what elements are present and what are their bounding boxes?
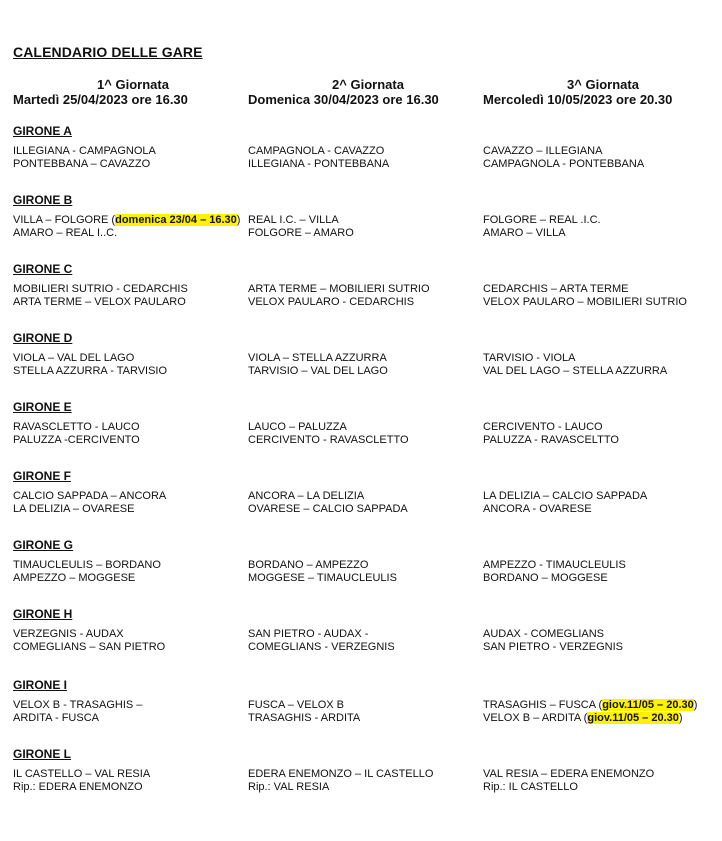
matches-giornata-3 bbox=[483, 145, 644, 170]
group-title: GIRONE C bbox=[13, 262, 73, 276]
match: ANCORA – LA DELIZIA bbox=[248, 490, 365, 502]
matches-giornata-1 bbox=[13, 768, 150, 793]
matches-giornata-2 bbox=[248, 214, 354, 239]
match: RAVASCLETTO - LAUCO bbox=[13, 421, 140, 433]
column-header-giornata-1 bbox=[13, 77, 253, 107]
match: CAVAZZO – ILLEGIANA bbox=[483, 145, 603, 157]
match: TARVISIO – VAL DEL LAGO bbox=[248, 364, 388, 377]
match: ARTA TERME – VELOX PAULARO bbox=[13, 295, 186, 308]
match-text: VELOX B – ARDITA ( bbox=[483, 711, 588, 724]
group-title: GIRONE B bbox=[13, 193, 73, 207]
match: AMPEZZO – MOGGESE bbox=[13, 571, 136, 584]
note-close: ) bbox=[678, 711, 683, 724]
matches-giornata-1 bbox=[13, 559, 161, 584]
match bbox=[13, 214, 240, 227]
match: VELOX PAULARO – MOBILIERI SUTRIO bbox=[483, 295, 687, 308]
group-girone-b bbox=[0, 193, 722, 253]
matches-giornata-3 bbox=[483, 559, 626, 584]
match: FUSCA – VELOX B bbox=[248, 699, 344, 711]
note-close: ) bbox=[693, 699, 698, 711]
matches-giornata-2 bbox=[248, 145, 389, 170]
match: VIOLA – VAL DEL LAGO bbox=[13, 352, 135, 364]
match: CERCIVENTO - LAUCO bbox=[483, 421, 603, 433]
match: BORDANO – AMPEZZO bbox=[248, 559, 369, 571]
giornata-label: 1^ Giornata bbox=[97, 77, 169, 92]
match: PONTEBBANA – CAVAZZO bbox=[13, 157, 151, 170]
group-title: GIRONE D bbox=[13, 331, 73, 345]
match: MOBILIERI SUTRIO - CEDARCHIS bbox=[13, 283, 188, 295]
group-girone-f bbox=[0, 469, 722, 529]
match: VAL DEL LAGO – STELLA AZZURRA bbox=[483, 364, 668, 377]
date-change-note: giov.11/05 – 20.30 bbox=[587, 711, 679, 724]
group-girone-e bbox=[0, 400, 722, 460]
giornata-date: Domenica 30/04/2023 ore 16.30 bbox=[248, 92, 439, 107]
matches-giornata-2 bbox=[248, 490, 408, 515]
matches-giornata-2 bbox=[248, 628, 395, 653]
giornata-label: 2^ Giornata bbox=[332, 77, 404, 92]
match bbox=[483, 712, 697, 725]
matches-giornata-2 bbox=[248, 283, 430, 308]
group-title: GIRONE F bbox=[13, 469, 72, 483]
matches-giornata-1 bbox=[13, 490, 166, 515]
match: LA DELIZIA – OVARESE bbox=[13, 502, 135, 515]
match: CAMPAGNOLA - CAVAZZO bbox=[248, 145, 385, 157]
match: VELOX B - TRASAGHIS – bbox=[13, 699, 143, 711]
match: AMARO – VILLA bbox=[483, 226, 566, 239]
match: LAUCO – PALUZZA bbox=[248, 421, 347, 433]
group-girone-c bbox=[0, 262, 722, 322]
column-header-giornata-2 bbox=[248, 77, 488, 107]
match: PALUZZA -CERCIVENTO bbox=[13, 433, 140, 446]
date-change-note: giov.11/05 – 20.30 bbox=[602, 699, 694, 711]
giornata-date: Martedì 25/04/2023 ore 16.30 bbox=[13, 92, 188, 107]
matches-giornata-1 bbox=[13, 352, 167, 377]
match: VELOX PAULARO - CEDARCHIS bbox=[248, 295, 415, 308]
matches-giornata-2 bbox=[248, 352, 388, 377]
match: AMARO – REAL I..C. bbox=[13, 226, 118, 239]
matches-giornata-3 bbox=[483, 768, 654, 793]
match: IL CASTELLO – VAL RESIA bbox=[13, 768, 151, 780]
giornata-date: Mercoledì 10/05/2023 ore 20.30 bbox=[483, 92, 673, 107]
match: COMEGLIANS – SAN PIETRO bbox=[13, 640, 166, 653]
match: SAN PIETRO - VERZEGNIS bbox=[483, 640, 623, 653]
match: FOLGORE – AMARO bbox=[248, 226, 354, 239]
matches-giornata-2 bbox=[248, 699, 360, 724]
match: ILLEGIANA - CAMPAGNOLA bbox=[13, 145, 156, 157]
match: TIMAUCLEULIS – BORDANO bbox=[13, 559, 161, 571]
column-header-giornata-3 bbox=[483, 77, 722, 107]
match: REAL I.C. – VILLA bbox=[248, 214, 339, 226]
group-girone-h bbox=[0, 607, 722, 667]
matches-giornata-1 bbox=[13, 214, 240, 239]
matches-giornata-1 bbox=[13, 628, 165, 653]
match: VAL RESIA – EDERA ENEMONZO bbox=[483, 768, 655, 780]
match-text: VILLA – FOLGORE ( bbox=[13, 214, 116, 226]
match: CERCIVENTO - RAVASCLETTO bbox=[248, 433, 409, 446]
match: ARDITA - FUSCA bbox=[13, 711, 99, 724]
group-title: GIRONE H bbox=[13, 607, 73, 621]
match bbox=[483, 699, 697, 712]
matches-giornata-3 bbox=[483, 421, 619, 446]
match: OVARESE – CALCIO SAPPADA bbox=[248, 502, 408, 515]
group-girone-l bbox=[0, 747, 722, 807]
match: EDERA ENEMONZO – IL CASTELLO bbox=[248, 768, 434, 780]
matches-giornata-3 bbox=[483, 214, 601, 239]
giornata-label: 3^ Giornata bbox=[567, 77, 639, 92]
rest-team: Rip.: IL CASTELLO bbox=[483, 780, 578, 793]
match: VERZEGNIS - AUDAX bbox=[13, 628, 124, 640]
group-girone-g bbox=[0, 538, 722, 598]
match: ILLEGIANA - PONTEBBANA bbox=[248, 157, 390, 170]
group-title: GIRONE I bbox=[13, 678, 68, 692]
matches-giornata-3 bbox=[483, 352, 667, 377]
group-title: GIRONE L bbox=[13, 747, 72, 761]
group-girone-i bbox=[0, 678, 722, 738]
match: STELLA AZZURRA - TARVISIO bbox=[13, 364, 168, 377]
match: AUDAX - COMEGLIANS bbox=[483, 628, 605, 640]
match: CAMPAGNOLA - PONTEBBANA bbox=[483, 157, 645, 170]
rest-team: Rip.: EDERA ENEMONZO bbox=[13, 780, 143, 793]
matches-giornata-1 bbox=[13, 283, 188, 308]
matches-giornata-1 bbox=[13, 421, 140, 446]
match: SAN PIETRO - AUDAX - bbox=[248, 628, 369, 640]
match: MOGGESE – TIMAUCLEULIS bbox=[248, 571, 397, 584]
match: ARTA TERME – MOBILIERI SUTRIO bbox=[248, 283, 430, 295]
matches-giornata-1 bbox=[13, 699, 142, 724]
group-girone-d bbox=[0, 331, 722, 391]
matches-giornata-2 bbox=[248, 559, 397, 584]
match: COMEGLIANS - VERZEGNIS bbox=[248, 640, 395, 653]
match: TARVISIO - VIOLA bbox=[483, 352, 576, 364]
group-girone-a bbox=[0, 124, 722, 184]
match-text: TRASAGHIS – FUSCA ( bbox=[483, 699, 603, 711]
match: FOLGORE – REAL .I.C. bbox=[483, 214, 601, 226]
matches-giornata-3 bbox=[483, 283, 687, 308]
rest-team: Rip.: VAL RESIA bbox=[248, 780, 330, 793]
match: CALCIO SAPPADA – ANCORA bbox=[13, 490, 167, 502]
matches-giornata-2 bbox=[248, 768, 433, 793]
matches-giornata-3 bbox=[483, 699, 697, 724]
match: AMPEZZO - TIMAUCLEULIS bbox=[483, 559, 626, 571]
match: VIOLA – STELLA AZZURRA bbox=[248, 352, 387, 364]
match: CEDARCHIS – ARTA TERME bbox=[483, 283, 629, 295]
matches-giornata-2 bbox=[248, 421, 409, 446]
matches-giornata-3 bbox=[483, 490, 647, 515]
note-close: ) bbox=[236, 214, 241, 226]
matches-giornata-3 bbox=[483, 628, 623, 653]
match: ANCORA - OVARESE bbox=[483, 502, 592, 515]
match: PALUZZA - RAVASCELTTO bbox=[483, 433, 619, 446]
matches-giornata-1 bbox=[13, 145, 156, 170]
group-title: GIRONE E bbox=[13, 400, 72, 414]
match: TRASAGHIS - ARDITA bbox=[248, 711, 361, 724]
date-change-note: domenica 23/04 – 16.30 bbox=[115, 214, 237, 226]
match: BORDANO – MOGGESE bbox=[483, 571, 608, 584]
page-title: CALENDARIO DELLE GARE bbox=[13, 44, 203, 60]
group-title: GIRONE A bbox=[13, 124, 72, 138]
match: LA DELIZIA – CALCIO SAPPADA bbox=[483, 490, 648, 502]
group-title: GIRONE G bbox=[13, 538, 74, 552]
